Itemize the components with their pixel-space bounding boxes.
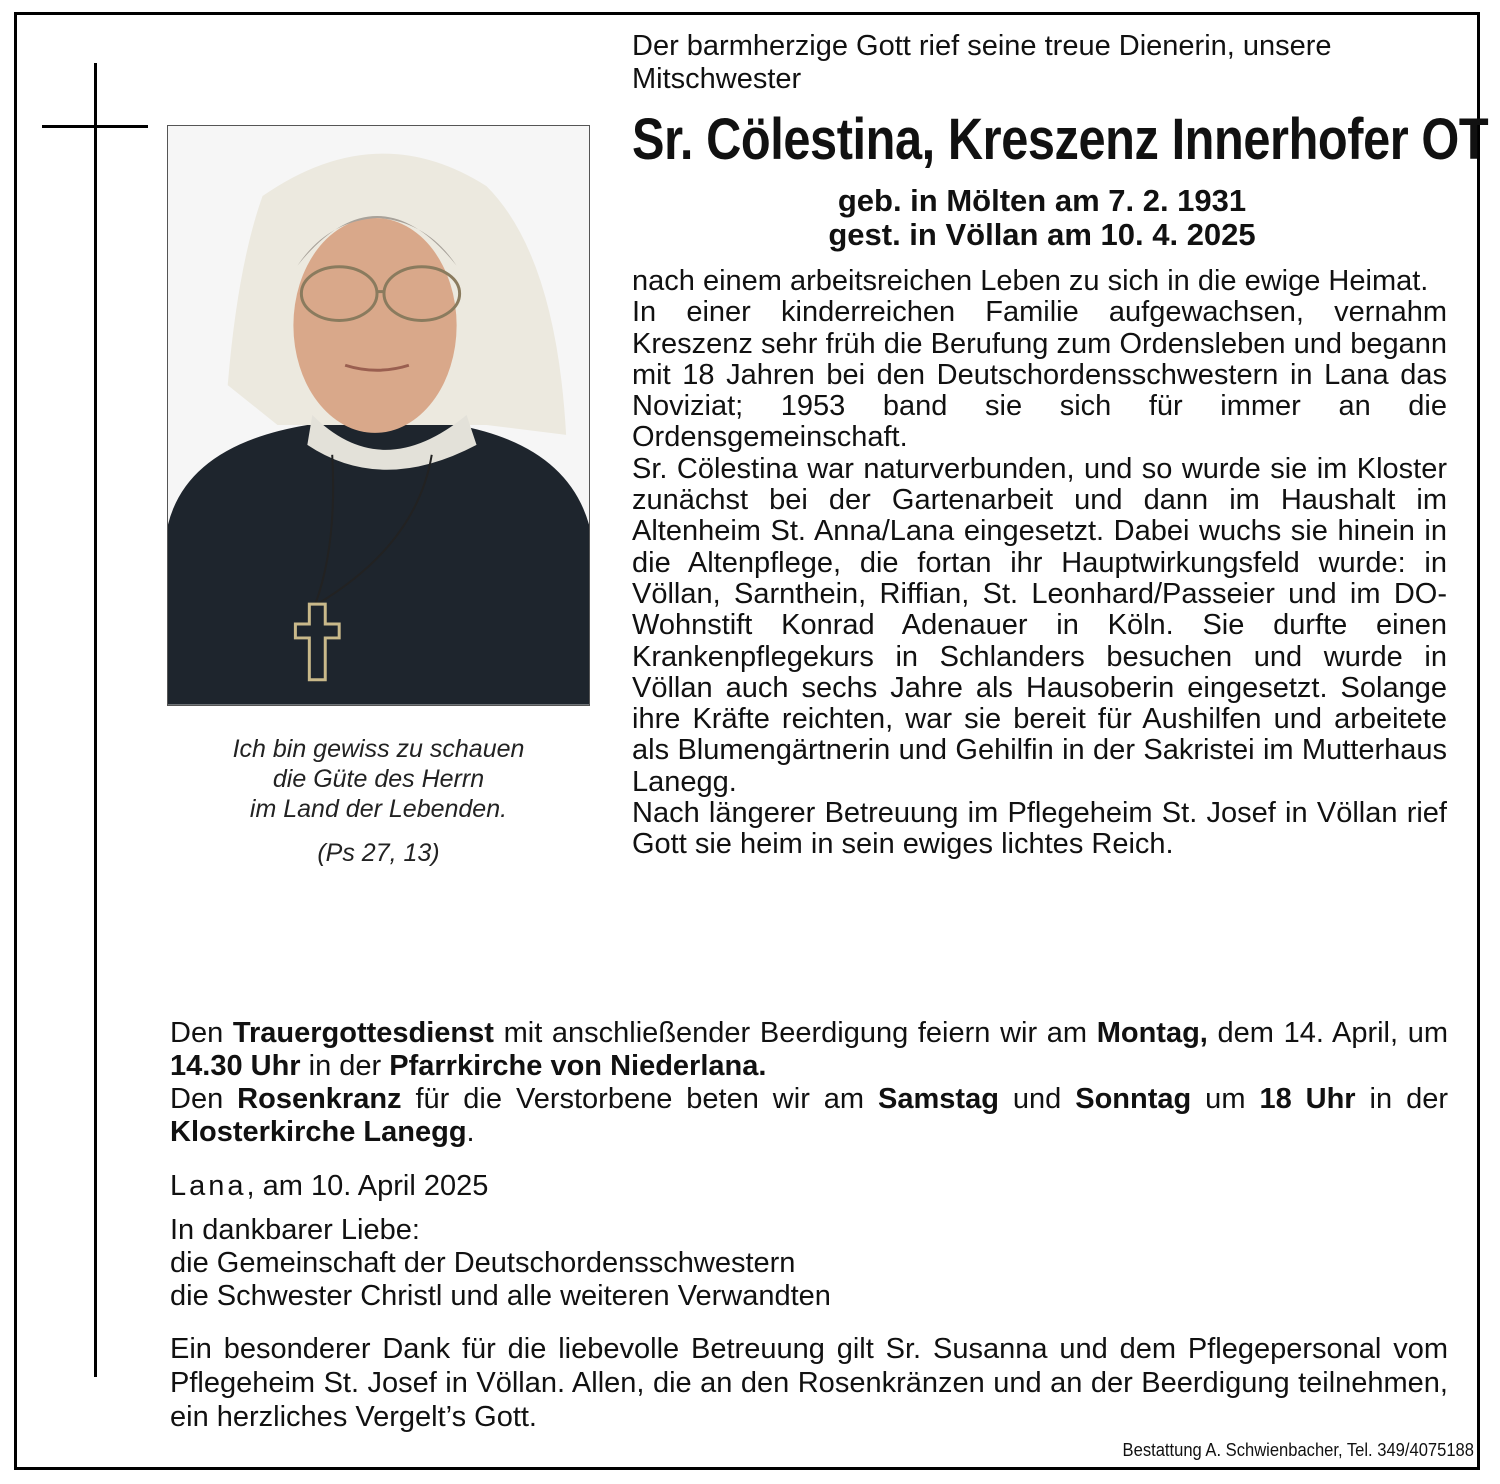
rosary-paragraph: Den Rosenkranz für die Verstorbene beten wir am Samstag und Sonntag um 18 Uhr in der Klosterkirche Lanegg.: [170, 1083, 1448, 1148]
death-date: gest. in Völlan am 10. 4. 2025: [828, 217, 1256, 252]
mourner-line: die Schwester Christl und alle weiteren Verwandten: [170, 1280, 831, 1312]
deceased-name: Sr. Cölestina, Kreszenz Innerhofer OT: [632, 107, 1489, 172]
funeral-mass-paragraph: Den Trauergottesdienst mit anschließender Beerdigung feiern wir am Montag, dem 14. April, um 14.30 Uhr in der Pfarrkirche von Niederlana.: [170, 1017, 1448, 1082]
bio-paragraph: Nach längerer Betreuung im Pflegeheim St. Josef in Völlan rief Gott sie heim in sein ewiges lichtes Reich.: [632, 797, 1447, 861]
place-and-date: [170, 1170, 1448, 1203]
mourners-heading: In dankbarer Liebe:: [170, 1214, 420, 1246]
funeral-announcement: [170, 1017, 1448, 1149]
mourners-list: [170, 1214, 1448, 1313]
quote-reference: (Ps 27, 13): [317, 839, 440, 867]
funeral-home-footer: Bestattung A. Schwienbacher, Tel. 349/4075188: [1122, 1440, 1474, 1460]
place-city: Lana: [170, 1170, 247, 1202]
special-thanks: Ein besonderer Dank für die liebevolle Betreuung gilt Sr. Susanna und dem Pflegepersonal vom Pflegeheim St. Josef in Völlan. Allen, die an den Rosenkränzen und an der Beerdigung teilnehmen, ein herzliches Vergelt’s Gott.: [170, 1333, 1448, 1433]
mourner-line: die Gemeinschaft der Deutschordensschwestern: [170, 1247, 796, 1279]
psalm-quote: [167, 734, 590, 868]
bio-paragraph: nach einem arbeitsreichen Leben zu sich in die ewige Heimat.: [632, 265, 1429, 297]
quote-line: die Güte des Herrn: [272, 765, 485, 793]
intro-text: Der barmherzige Gott rief seine treue Dienerin, unsere Mitschwester: [632, 30, 1332, 95]
birth-date: geb. in Mölten am 7. 2. 1931: [837, 183, 1247, 218]
place-date: , am 10. April 2025: [246, 1170, 489, 1202]
portrait-photo: [167, 125, 590, 706]
quote-line: Ich bin gewiss zu schauen: [232, 735, 525, 763]
biography: [632, 266, 1447, 861]
bio-paragraph: In einer kinderreichen Familie aufgewachsen, vernahm Kreszenz sehr früh die Berufung zum Ordensleben und begann mit 18 Jahren bei den Deutschordensschwestern in Lana das Noviziat; 1953 band sie sich für immer an die Ordensgemeinschaft.: [632, 296, 1447, 454]
bio-paragraph: Sr. Cölestina war naturverbunden, und so wurde sie im Kloster zunächst bei der Gartenarbeit und dann im Haushalt im Altenheim St. Anna/Lana eingesetzt. Dabei wuchs sie hinein in die Altenpflege, die fortan ihr Hauptwirkungsfeld wurde: in Völlan, Sarnthein, Riffian, St. Leonhard/Passeier und im DO-Wohnstift Konrad Adenauer in Köln. Sie durfte einen Krankenpflegekurs in Schlanders besuchen und wurde in Völlan auch sechs Jahre als Hausoberin eingesetzt. Solange ihre Kräfte reichten, war sie bereit für Aushilfen und arbeitete als Blumengärtnerin und Gehilfin in der Sakristei im Mutterhaus Lanegg.: [632, 452, 1447, 798]
life-dates: [632, 184, 1452, 252]
cross-icon-bar: [42, 125, 148, 128]
cross-icon: [94, 63, 97, 1377]
quote-line: im Land der Lebenden.: [249, 795, 508, 823]
